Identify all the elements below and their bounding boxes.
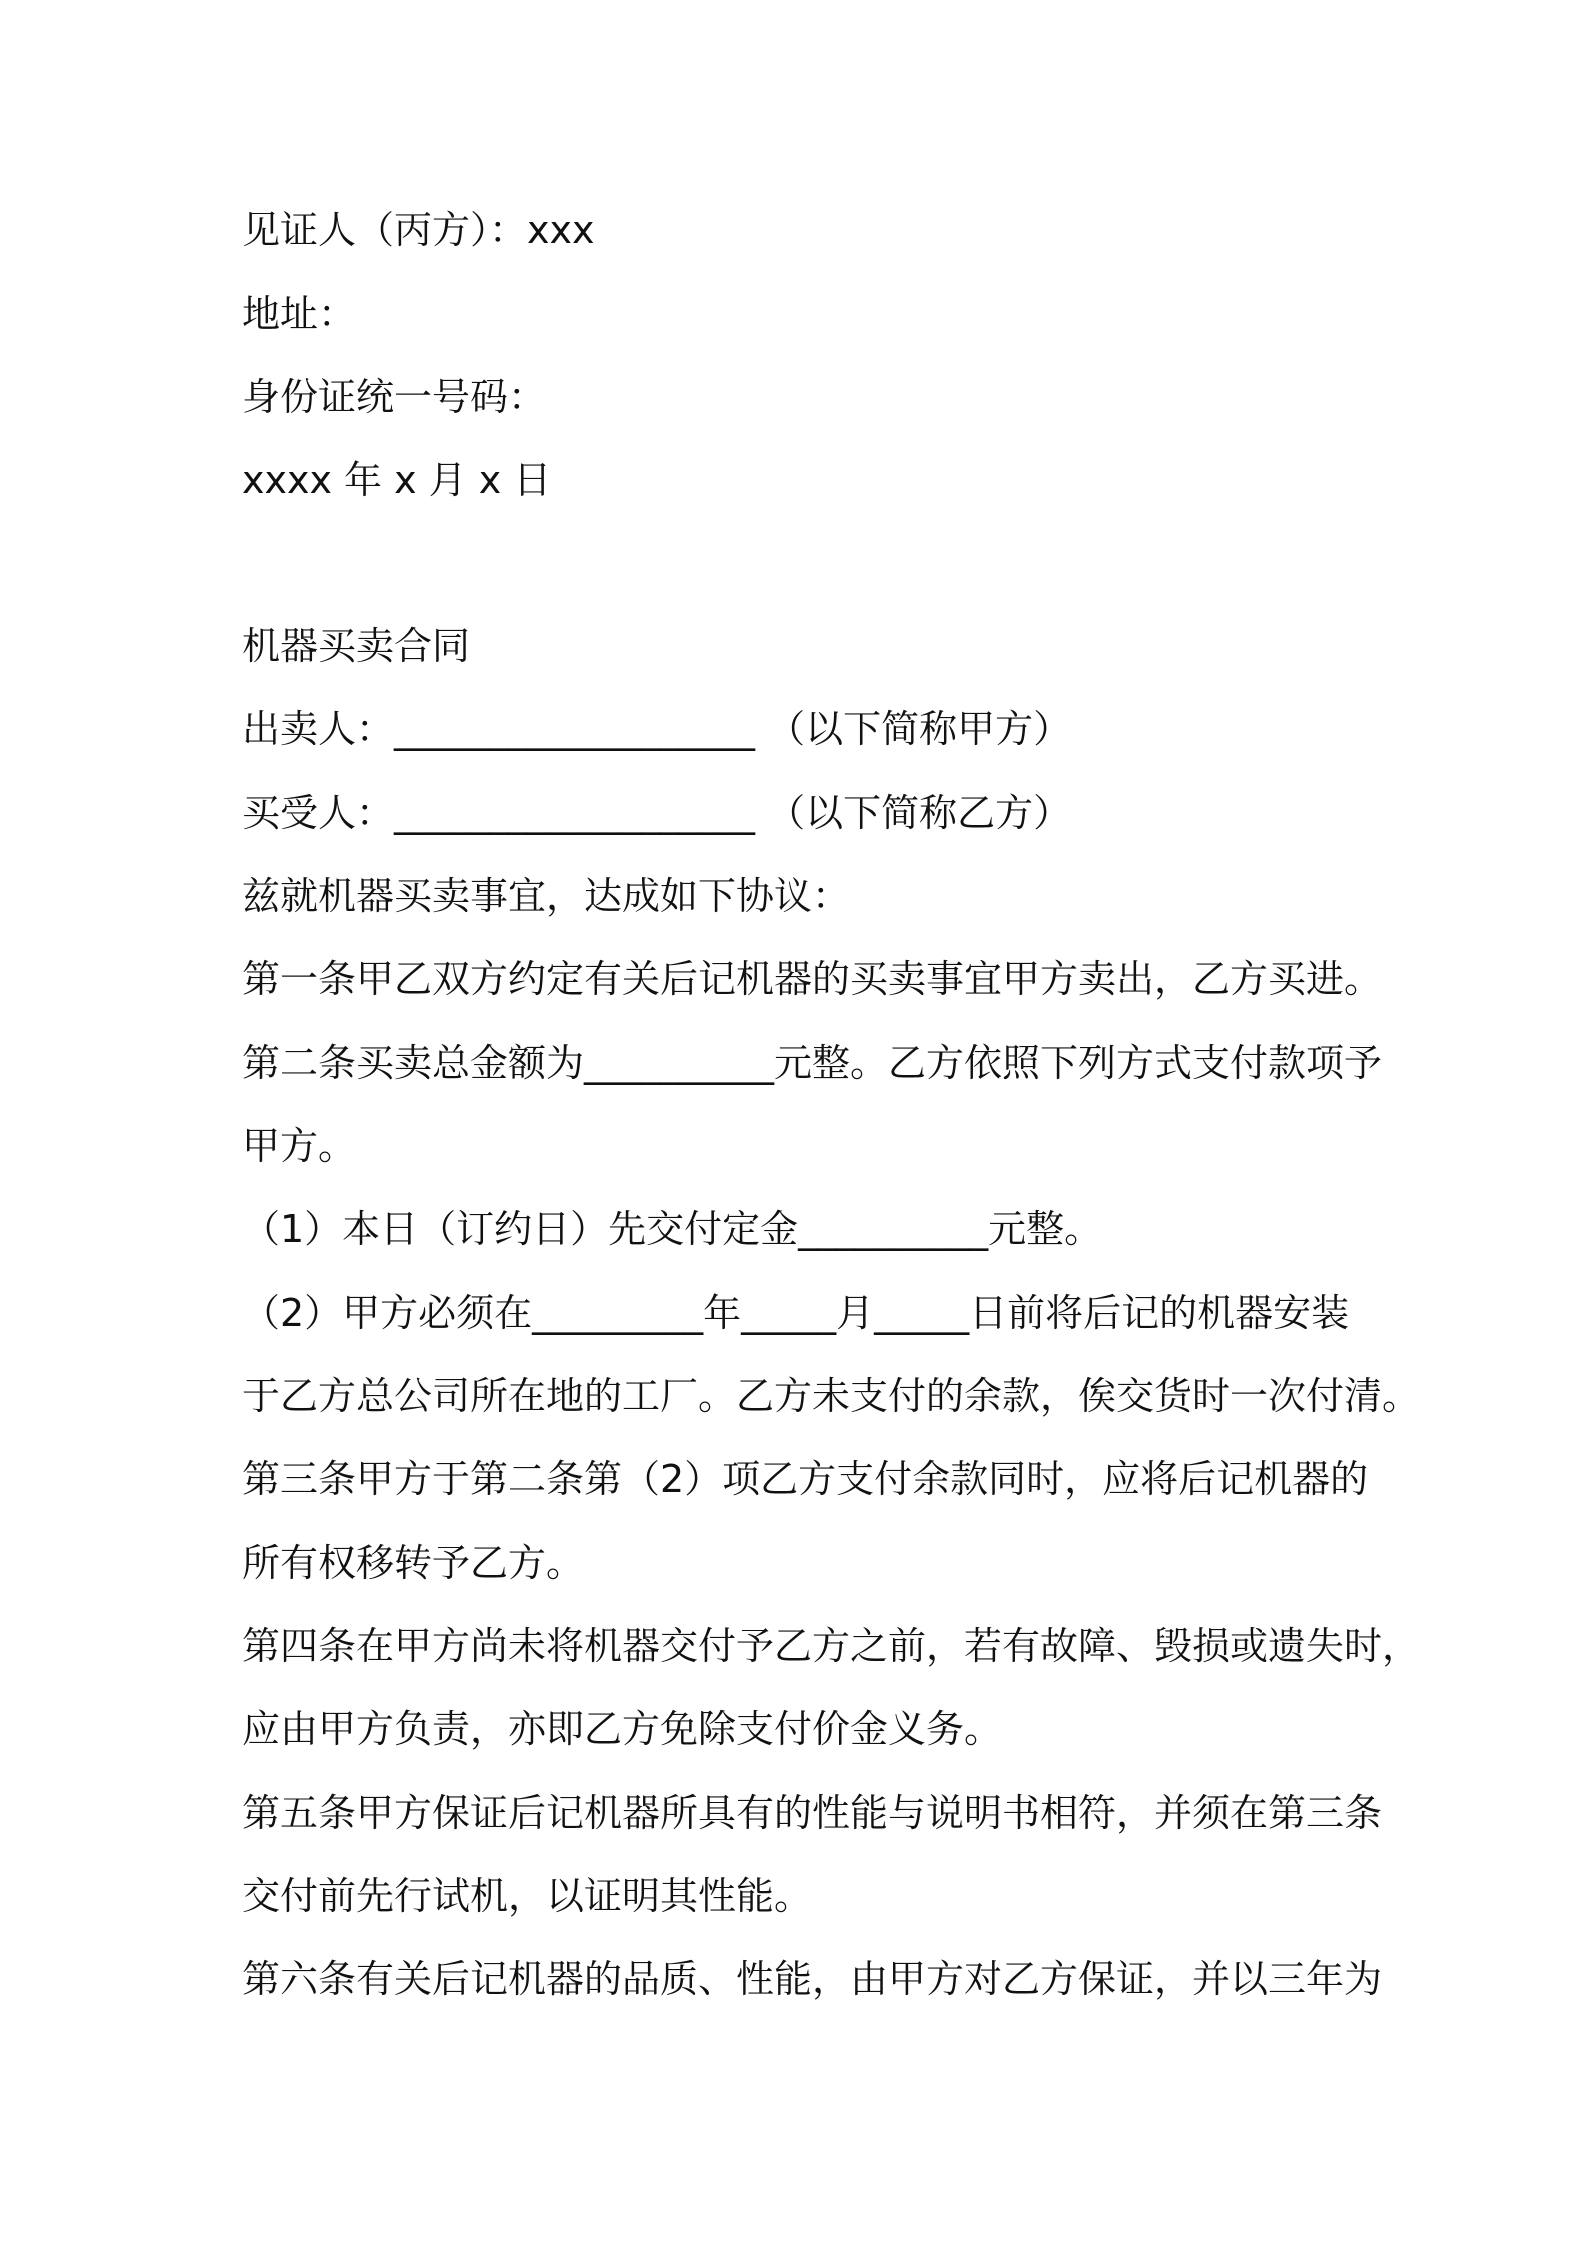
article4-line2: 应由甲方负责，亦即乙方免除支付价金义务。 — [242, 1707, 1003, 1751]
article3-line2: 所有权移转予乙方。 — [242, 1541, 585, 1585]
article2-item2-line2: 于乙方总公司所在地的工厂。乙方未支付的余款，俟交货时一次付清。 — [242, 1374, 1421, 1418]
witness-name-line: 见证人（丙方）：xxx — [242, 208, 595, 252]
article5-line1: 第五条甲方保证后记机器所具有的性能与说明书相符，并须在第三条 — [242, 1791, 1383, 1835]
article2-item1: （1）本日（订约日）先交付定金__________元整。 — [242, 1207, 1103, 1251]
intro-line: 兹就机器买卖事宜，达成如下协议： — [242, 874, 851, 918]
article4-line1: 第四条在甲方尚未将机器交付予乙方之前，若有故障、毁损或遗失时， — [242, 1624, 1421, 1668]
article2-line2: 甲方。 — [242, 1124, 357, 1168]
witness-date-line: xxxx 年 x 月 x 日 — [242, 458, 552, 502]
article2-line1: 第二条买卖总金额为__________元整。乙方依照下列方式支付款项予 — [242, 1041, 1383, 1085]
article6-line1: 第六条有关后记机器的品质、性能，由甲方对乙方保证，并以三年为 — [242, 1957, 1383, 2001]
witness-id-line: 身份证统一号码： — [242, 375, 547, 419]
witness-address-line: 地址： — [242, 292, 357, 336]
article3-line1: 第三条甲方于第二条第（2）项乙方支付余款同时，应将后记机器的 — [242, 1457, 1369, 1501]
article2-item2-line1: （2）甲方必须在_________年_____月_____日前将后记的机器安装 — [242, 1291, 1350, 1335]
buyer-line: 买受人：___________________ （以下简称乙方） — [242, 791, 1072, 835]
seller-line: 出卖人：___________________ （以下简称甲方） — [242, 707, 1072, 751]
article5-line2: 交付前先行试机，以证明其性能。 — [242, 1874, 813, 1918]
article1-line1: 第一条甲乙双方约定有关后记机器的买卖事宜甲方卖出，乙方买进。 — [242, 957, 1383, 1001]
contract-title: 机器买卖合同 — [242, 624, 471, 668]
